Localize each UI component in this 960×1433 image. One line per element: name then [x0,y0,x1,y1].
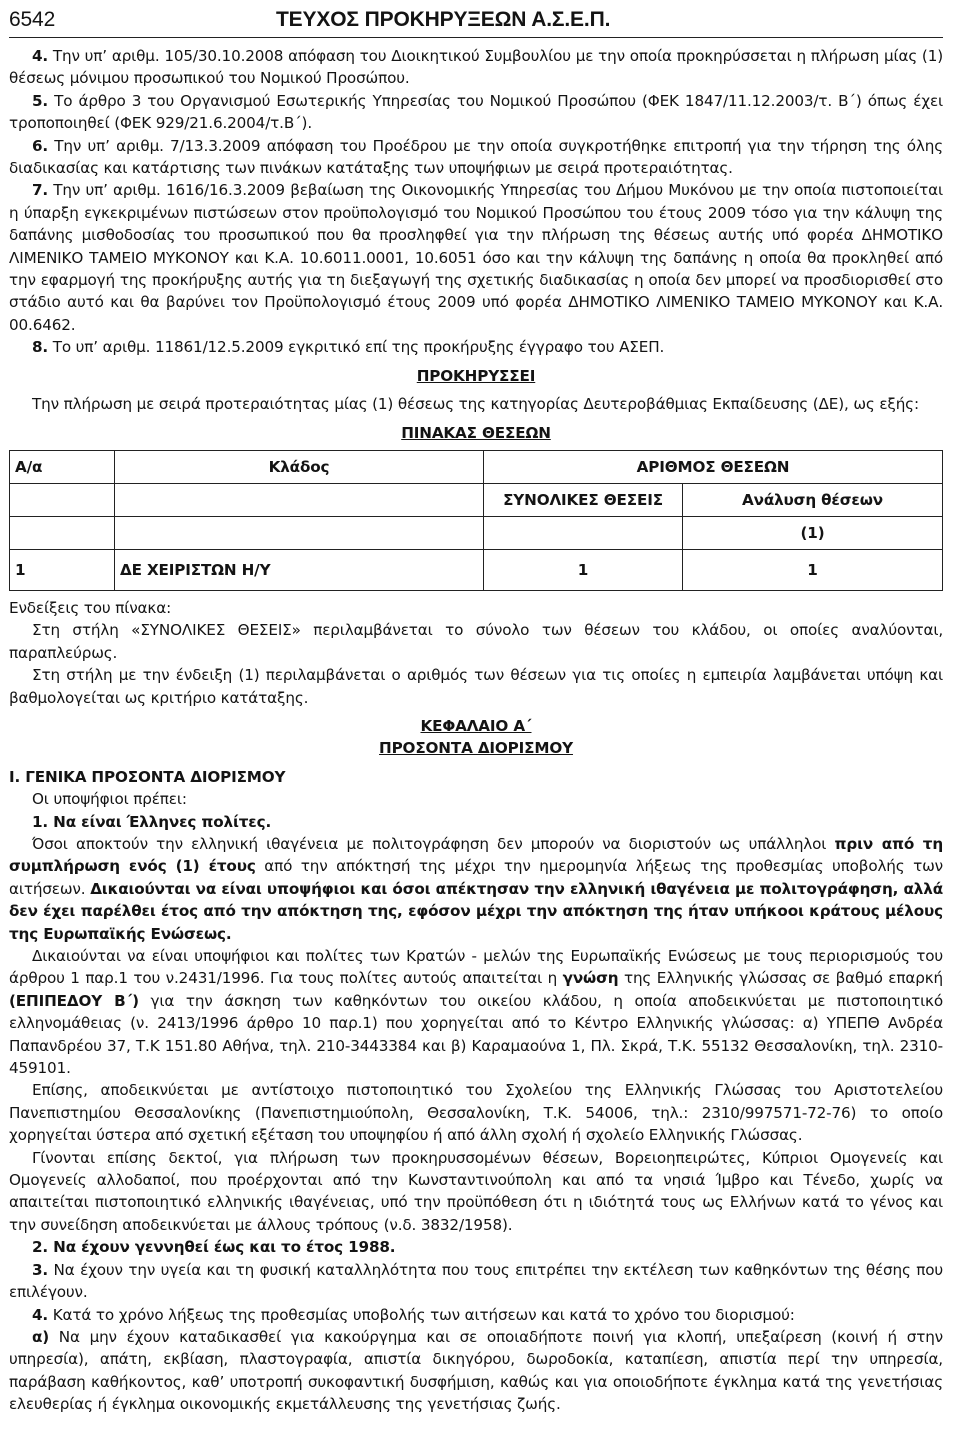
list-item [9,336,943,358]
announce-heading-text: ΠΡΟΚΗΡΥΣΣΕΙ [416,366,536,385]
note-paragraph: Στη στήλη «ΣΥΝΟΛΙΚΕΣ ΘΕΣΕΙΣ» περιλαμβάνεται το σύνολο των θέσεων του κλάδου, οι οποίες αναλύονται, παραπλεύρως. [9,621,943,662]
announce-heading [9,365,943,387]
item-text: Κατά το χρόνο λήξεως της προθεσμίας υποβολής των αιτήσεων και κατά το χρόνο του διορισμού: [48,1305,795,1324]
paragraph: Επίσης, αποδεικνύεται με αντίστοιχο πιστοποιητικό του Σχολείου της Ελληνικής Γλώσσας του Αριστοτελείου Πανεπιστημίου Θεσσαλονίκης (Πανεπιστημιούπολη, Θεσσαλονίκη, Τ.Κ. 54006, τηλ.: 2310/997571-72-76) το οποίο χορηγείται ύστερα από σχετική εξέταση του υποψηφίου ή από άλλη σχολή ή σχολείο Ελληνικής Γλώσσας. [9,1081,943,1145]
text-run: της Ελληνικής γλώσσας σε βαθμό επαρκή [618,969,943,988]
item-text: Την υπ’ αριθμ. 105/30.10.2008 απόφαση του Διοικητικού Συμβουλίου με την οποία προκηρύσσεται η πλήρωση μίας (1) θέσεως μόνιμου προσωπικού του Νομικού Προσώπου. [9,47,943,88]
item-number: α) [32,1327,50,1346]
chapter-subtitle [9,737,943,759]
chapter-title-text: ΚΕΦΑΛΑΙΟ Α΄ [420,716,532,735]
item-text: Να έχουν την υγεία και τη φυσική καταλληλότητα που τους επιτρέπει την εκτέλεση των καθηκόντων της θέσης που επιλέγουν. [9,1260,943,1302]
item-number: 4. [32,47,49,65]
header-rule [9,37,943,38]
text-run-bold: (ΕΠΙΠΕΔΟΥ Β΄) [9,991,139,1010]
list-item [9,135,943,180]
table-note-row [10,516,943,549]
empty-cell [115,516,484,549]
header-analysi: Ανάλυση θέσεων [683,483,943,516]
empty-cell [115,483,484,516]
item-text: Το άρθρο 3 του Οργανισμού Εσωτερικής Υπηρεσίας του Νομικού Προσώπου (ΦΕΚ 1847/11.12.2003/τ. Β΄) όπως έχει τροποποιηθεί (ΦΕΚ 929/21.6.2004/τ.Β΄). [9,91,943,133]
row-analysi: 1 [683,549,943,590]
positions-table [9,450,943,591]
table-row [10,549,943,590]
announce-text: Την πλήρωση με σειρά προτεραιότητας μίας (1) θέσεως της κατηγορίας Δευτεροβάθμιας Εκπαίδευσης (ΔΕ), ως εξής: [32,395,919,414]
list-item [9,1304,943,1326]
chapter-subtitle-text: ΠΡΟΣΟΝΤΑ ΔΙΟΡΙΣΜΟΥ [379,739,573,758]
text-run-bold: γνώση [562,969,619,988]
text-run: από την απόκτησή της μέχρι την ημερομηνία λήξεως της προθεσμίας υποβολής των αιτήσεων. [9,857,943,898]
list-item [9,1326,943,1416]
empty-cell [484,516,683,549]
item-text: Την υπ’ αριθμ. 7/13.3.2009 απόφαση του Προέδρου με την οποία συγκροτήθηκε επιτροπή για την τήρηση της όλης διαδικασίας και κατάρτισης των πινάκων κατάταξης των υποψήφιων με σειρά προτεραιότητας. [9,136,943,178]
section-heading-text: Ι. ΓΕΝΙΚΑ ΠΡΟΣΟΝΤΑ ΔΙΟΡΙΣΜΟΥ [9,767,286,786]
gazette-page [9,8,943,1416]
list-item [9,179,943,336]
item-number: 4. [32,1305,49,1324]
gazette-title: ΤΕΥΧΟΣ ΠΡΟΚΗΡΥΞΕΩΝ Α.Σ.Ε.Π. [276,8,611,31]
item-number: 7. [32,181,49,200]
paragraph [9,945,943,1079]
list-item [9,1259,943,1304]
table-header-row [10,450,943,483]
text-run: για την άσκηση των καθηκόντων του οικείου κλάδου, η οποία αποδεικνύεται με πιστοποιητικό ελληνομάθειας (ν. 2413/1996 άρθρο 10 παρ.1) που χορηγείται από το Κέντρο Ελληνικής γλώσσας: α) ΥΠΕΠΘ Ανδρέα Παπανδρέου 37, Τ.Κ 151.80 Αθήνα, τηλ. 210-3443384 και β) Καραμαούνα 1, Πλ. Σκρά, Τ.Κ. 55132 Θεσσαλονίκη, τηλ. 2310- 459101. [9,991,943,1078]
text-run: Δικαιούνται να είναι υποψήφιοι και πολίτες των Κρατών - μελών της Ευρωπαϊκής Ενώσεως με τους περιορισμούς του άρθρου 1 παρ.1 του ν.2431/1996. Για τους πολίτες αυτούς απαιτείται η [9,947,943,988]
text-run-bold: πριν από τη συμπλήρωση ενός (1) έτους [9,834,943,876]
list-item [9,90,943,135]
header-aa: Α/α [10,450,115,483]
section-intro: Οι υποψήφιοι πρέπει: [32,790,187,809]
section-heading [9,766,943,788]
item-text: Την υπ’ αριθμ. 1616/16.3.2009 βεβαίωση της Οικονομικής Υπηρεσίας του Δήμου Μυκόνου με την οποία πιστοποιείται η ύπαρξη εγκεκριμένων πιστώσεων στον προϋπολογισμό του Νομικού Προσώπου του έτους 2009 τόσο για την κάλυψη της δαπάνης μισθοδοσίας του προσωπικού που θα προσληφθεί για την πλήρωση της θέσεως αυτής υπό φορέα ΔΗΜΟΤΙΚΟ ΛΙΜΕΝΙΚΟ ΤΑΜΕΙΟ ΜΥΚΟΝΟΥ και Κ.Α. 10.6011.0001, 10.6051 όσο και την κάλυψη της δαπάνης η οποία θα προκληθεί από την εφαρμογή της προκήρυξης αυτής για τη διεξαγωγή της σχετικής διαδικασίας η οποία δεν μπορεί να προσδιορισθεί στο στάδιο αυτό και θα βαρύνει τον Προϋπολογισμό έτους 2009 υπό φορέα ΔΗΜΟΤΙΚΟ ΛΙΜΕΝΙΚΟ ΤΑΜΕΙΟ ΜΥΚΟΝΟΥ και Κ.Α. 00.6462. [9,181,943,334]
item-number: 3. [32,1260,49,1279]
table-title [9,422,943,444]
text-run: Όσοι αποκτούν την ελληνική ιθαγένεια με πολιτογράφηση δεν μπορούν να διοριστούν ως υπάλληλοι [32,834,835,853]
requirement-title-text: 2. Να έχουν γεννηθεί έως και το έτος 1988. [32,1238,396,1257]
row-aa: 1 [10,549,115,590]
item-number: 8. [32,338,49,357]
requirement-title-text: 1. Να είναι Έλληνες πολίτες. [32,812,272,831]
row-klados: ΔΕ ΧΕΙΡΙΣΤΩΝ Η/Υ [115,549,484,590]
empty-cell [10,483,115,516]
header-arithmos: ΑΡΙΘΜΟΣ ΘΕΣΕΩΝ [484,450,943,483]
paragraph [9,833,943,945]
paragraph: Γίνονται επίσης δεκτοί, για πλήρωση των προκηρυσσομένων θέσεων, Βορειοηπειρώτες, Κύπριοι Ομογενείς και Ομογενείς αλλοδαποί, που προέρχονται από την Κωνσταντινούπολη και από τα νησιά Ίμβρο και Τένεδο, χωρίς να απαιτείται πιστοποιητικό ελληνικής ιθαγένειας, υπό την προϋπόθεση ότι η ιδιότητά τους ως Ελλήνων κατά το γένος και την συνείδηση αποδεικνύεται με άλλους τρόπους (ν.δ. 3832/1958). [9,1148,943,1234]
item-number: 5. [32,91,49,110]
item-number: 6. [32,136,49,155]
text-run-bold: Δικαιούνται να είναι υποψήφιοι και όσοι απέκτησαν την ελληνική ιθαγένεια με πολιτογράφηση, αλλά δεν έχει παρέλθει έτος από την απόκτηση της, εφόσον μέχρι την απόκτηση της ήταν υπήκοοι κράτους μέλους της Ευρωπαϊκής Ενώσεως. [9,879,943,943]
header-klados: Κλάδος [115,450,484,483]
header-synolikes: ΣΥΝΟΛΙΚΕΣ ΘΕΣΕΙΣ [484,483,683,516]
notes-label: Ενδείξεις του πίνακα: [9,598,172,617]
chapter-title [9,715,943,737]
requirement-title [9,1236,943,1258]
row-synolikes: 1 [484,549,683,590]
item-text: Το υπ’ αριθμ. 11861/12.5.2009 εγκριτικό επί της προκήρυξης έγγραφο του ΑΣΕΠ. [48,338,665,357]
table-subheader-row [10,483,943,516]
note-paragraph: Στη στήλη με την ένδειξη (1) περιλαμβάνεται ο αριθμός των θέσεων για τις οποίες η εμπειρία λαμβάνεται υπόψη και βαθμολογείται ως κριτήριο κατάταξης. [9,666,943,707]
table-title-text: ΠΙΝΑΚΑΣ ΘΕΣΕΩΝ [401,423,551,442]
item-text: Να μην έχουν καταδικασθεί για κακούργημα και σε οποιαδήποτε ποινή για κλοπή, υπεξαίρεση (κοινή ή στην υπηρεσία), απάτη, εκβίαση, πλαστογραφία, απιστία δικηγόρου, δωροδοκία, καταπίεση, απιστία περί την υπηρεσία, παράβαση καθήκοντος, καθ’ υποτροπή συκοφαντική δυσφήμιση, καθώς και για οποιοδήποτε έγκλημα κατά της γενετήσιας ελευθερίας ή έγκλημα οικονομικής εκμετάλλευσης της γενετήσιας ζωής. [9,1327,943,1414]
list-item [9,45,943,90]
empty-cell [10,516,115,549]
requirement-title [9,811,943,833]
header-note-1: (1) [683,516,943,549]
page-body [9,32,943,1416]
page-number: 6542 [9,8,56,31]
page-header [9,8,943,32]
